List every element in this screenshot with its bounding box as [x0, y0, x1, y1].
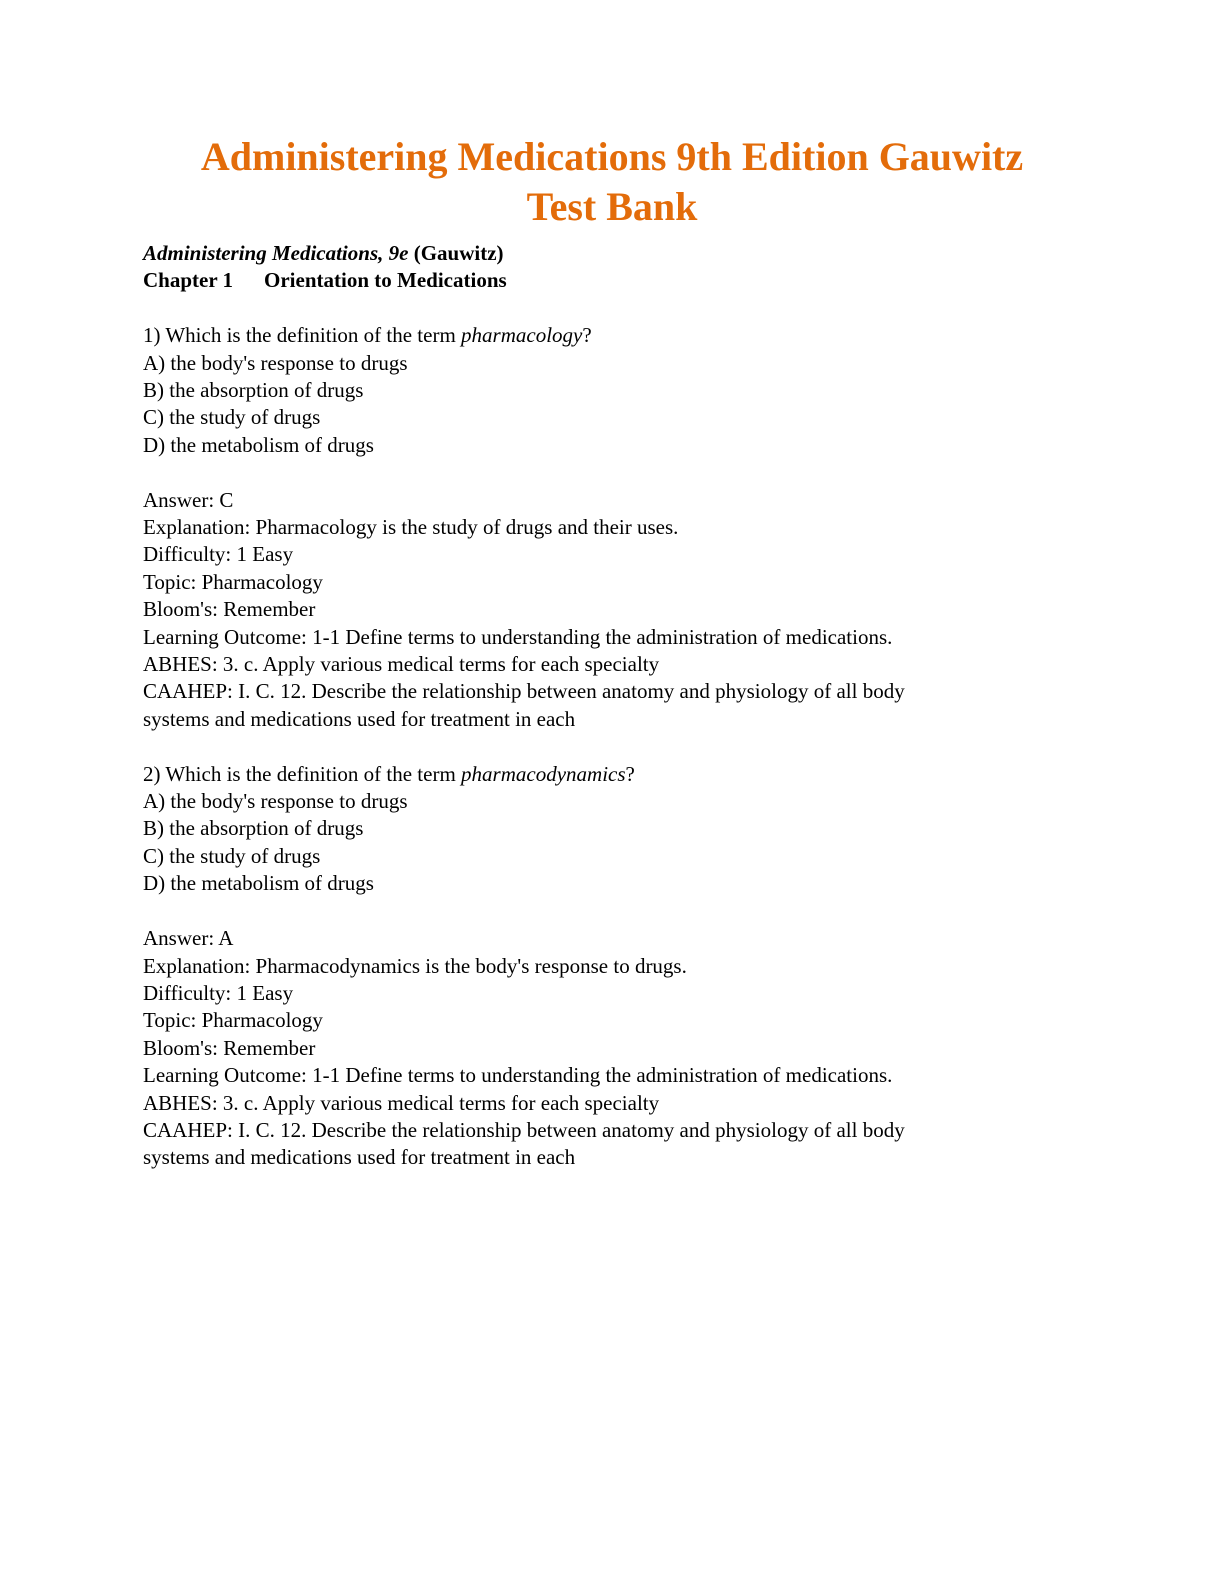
book-title: Administering Medications, 9e — [143, 241, 409, 265]
learning-outcome: Learning Outcome: 1-1 Define terms to understanding the administration of medications. — [143, 624, 893, 649]
blooms-level: Bloom's: Remember — [143, 597, 316, 622]
option-b: B) the absorption of drugs — [143, 816, 364, 841]
answer: Answer: A — [143, 926, 234, 951]
spacer — [143, 295, 1083, 322]
question-prefix: 1) Which is the definition of the term — [143, 323, 462, 348]
learning-outcome: Learning Outcome: 1-1 Define terms to understanding the administration of medications. — [143, 1063, 893, 1088]
topic: Topic: Pharmacology — [143, 1008, 323, 1033]
question-prefix: 2) Which is the definition of the term — [143, 761, 462, 786]
document-title — [100, 132, 1124, 232]
abhes-standard: ABHES: 3. c. Apply various medical terms for each specialty — [143, 652, 660, 677]
document-body — [143, 240, 1083, 1172]
option-b: B) the absorption of drugs — [143, 378, 364, 403]
document-title-line-2: Test Bank — [526, 184, 698, 229]
difficulty: Difficulty: 1 Easy — [143, 542, 294, 567]
answer: Answer: C — [143, 487, 234, 512]
document-title-line-1: Administering Medications 9th Edition Gauwitz — [200, 134, 1024, 179]
book-author: (Gauwitz) — [413, 241, 504, 265]
caahep-standard-line-1: CAAHEP: I. C. 12. Describe the relationship between anatomy and physiology of all body — [143, 1117, 905, 1142]
abhes-standard: ABHES: 3. c. Apply various medical terms for each specialty — [143, 1090, 660, 1115]
chapter-number: Chapter 1 — [143, 268, 234, 293]
chapter-name: Orientation to Medications — [264, 268, 507, 293]
question-term: pharmacodynamics — [461, 761, 626, 786]
spacer — [143, 733, 1083, 760]
book-reference — [143, 240, 1083, 267]
explanation: Explanation: Pharmacology is the study of drugs and their uses. — [143, 515, 679, 540]
blooms-level: Bloom's: Remember — [143, 1035, 316, 1060]
spacer — [143, 459, 1083, 486]
explanation: Explanation: Pharmacodynamics is the body's response to drugs. — [143, 953, 687, 978]
caahep-standard-line-2: systems and medications used for treatment in each — [143, 1145, 576, 1170]
topic: Topic: Pharmacology — [143, 569, 323, 594]
option-a: A) the body's response to drugs — [143, 350, 408, 375]
option-c: C) the study of drugs — [143, 405, 321, 430]
option-c: C) the study of drugs — [143, 843, 321, 868]
difficulty: Difficulty: 1 Easy — [143, 980, 294, 1005]
question-stem — [143, 761, 1083, 788]
option-d: D) the metabolism of drugs — [143, 871, 374, 896]
option-a: A) the body's response to drugs — [143, 789, 408, 814]
spacer — [143, 898, 1083, 925]
question-suffix: ? — [625, 761, 635, 786]
question-2 — [143, 761, 1083, 1172]
chapter-heading — [143, 267, 1083, 294]
caahep-standard-line-1: CAAHEP: I. C. 12. Describe the relationship between anatomy and physiology of all body — [143, 679, 905, 704]
option-d: D) the metabolism of drugs — [143, 432, 374, 457]
question-term: pharmacology — [461, 323, 583, 348]
question-stem — [143, 322, 1083, 349]
caahep-standard-line-2: systems and medications used for treatment in each — [143, 706, 576, 731]
question-1 — [143, 322, 1083, 733]
question-suffix: ? — [582, 323, 592, 348]
